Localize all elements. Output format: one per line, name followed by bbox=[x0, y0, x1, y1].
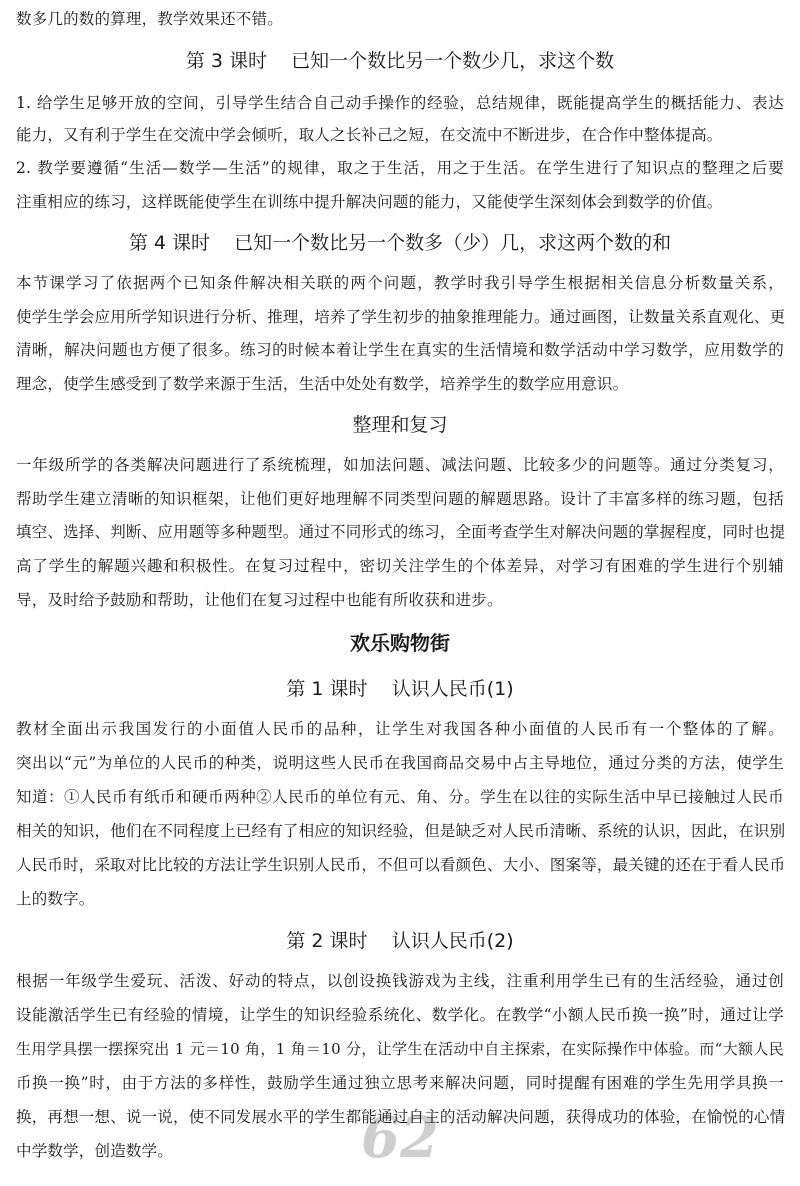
paragraph-line: 高了学生的解题兴趣和积极性。在复习过程中，密切关注学生的个体差异，对学习有困难的学生进行个别辅 bbox=[16, 557, 784, 575]
paragraph-line: 人民币时，采取对比比较的方法让学生识别人民币，不但可以看颜色、大小、图案等，最关键的还在于看人民币 bbox=[16, 856, 786, 874]
paragraph-line: 2. 教学要遵循“生活—数学—生活”的规律，取之于生活，用之于生活。在学生进行了知识点的整理之后要 bbox=[16, 159, 784, 177]
section-heading-review: 整理和复习 bbox=[352, 414, 448, 436]
paragraph-line: 币换一换”时，由于方法的多样性，鼓励学生通过独立思考来解决问题，同时提醒有困难的学生先用学具换一 bbox=[16, 1074, 784, 1092]
paragraph-line: 能力，又有利于学生在交流中学会倾听，取人之长补己之短，在交流中不断进步，在合作中整体提高。 bbox=[16, 126, 723, 144]
paragraph-line: 换，再想一想、说一说，使不同发展水平的学生都能通过自主的活动解决问题，获得成功的体验，在愉悦的心情 bbox=[16, 1108, 786, 1126]
paragraph-line: 根据一年级学生爱玩、活泼、好动的特点，以创设换钱游戏为主线，注重利用学生已有的生活经验，通过创 bbox=[16, 972, 784, 990]
section-heading-lesson-2: 第 2 课时 认识人民币(2) bbox=[286, 930, 514, 952]
paragraph-line: 突出以“元”为单位的人民币的种类，说明这些人民币在我国商品交易中占主导地位，通过分类的方法，使学生 bbox=[16, 754, 784, 772]
paragraph-line: 导，及时给予鼓励和帮助，让他们在复习过程中也能有所收获和进步。 bbox=[16, 591, 503, 609]
unit-title: 欢乐购物街 bbox=[350, 631, 450, 655]
paragraph-line: 帮助学生建立清晰的知识框架，让他们更好地理解不同类型问题的解题思路。设计了丰富多样的练习题，包括 bbox=[16, 490, 784, 508]
paragraph-line: 设能激活学生已有经验的情境，让学生的知识经验系统化、数学化。在教学“小额人民币换一换”时，通过让学 bbox=[16, 1006, 784, 1024]
paragraph-line: 本节课学习了依据两个已知条件解决相关联的两个问题，教学时我引导学生根据相关信息分析数量关系， bbox=[16, 274, 784, 292]
paragraph-line: 生用学具摆一摆探究出 1 元＝10 角，1 角＝10 分，让学生在活动中自主探索，在实际操作中体验。而“大额人民 bbox=[16, 1040, 784, 1058]
section-heading-lesson-1: 第 1 课时 认识人民币(1) bbox=[286, 678, 514, 700]
paragraph-line: 数多几的数的算理，教学效果还不错。 bbox=[16, 10, 283, 28]
section-heading-lesson-3: 第 3 课时 已知一个数比另一个数少几，求这个数 bbox=[185, 50, 615, 72]
paragraph-line: 注重相应的练习，这样既能使学生在训练中提升解决问题的能力，又能使学生深刻体会到数学的价值。 bbox=[16, 193, 723, 211]
section-heading-lesson-4: 第 4 课时 已知一个数比另一个数多（少）几，求这两个数的和 bbox=[128, 232, 672, 254]
paragraph-line: 知道：①人民币有纸币和硬币两种②人民币的单位有元、角、分。学生在以往的实际生活中早已接触过人民币 bbox=[16, 788, 784, 806]
paragraph-line: 教材全面出示我国发行的小面值人民币的品种，让学生对我国各种小面值的人民币有一个整体的了解。 bbox=[16, 720, 784, 738]
paragraph-line: 填空、选择、判断、应用题等多种题型。通过不同形式的练习，全面考查学生对解决问题的掌握程度，同时也提 bbox=[16, 523, 786, 541]
paragraph-line: 中学数学，创造数学。 bbox=[16, 1142, 174, 1160]
paragraph-line: 一年级所学的各类解决问题进行了系统梳理，如加法问题、减法问题、比较多少的问题等。通过分类复习， bbox=[16, 456, 784, 474]
paragraph-line: 上的数字。 bbox=[16, 890, 95, 908]
paragraph-line: 使学生学会应用所学知识进行分析、推理，培养了学生初步的抽象推理能力。通过画图，让数量关系直观化、更 bbox=[16, 308, 786, 326]
paragraph-line: 1. 给学生足够开放的空间，引导学生结合自己动手操作的经验，总结规律，既能提高学生的概括能力、表达 bbox=[16, 94, 784, 112]
paragraph-line: 清晰，解决问题也方便了很多。练习的时候本着让学生在真实的生活情境和数学活动中学习数学，应用数学的 bbox=[16, 341, 784, 359]
paragraph-line: 理念，使学生感受到了数学来源于生活，生活中处处有数学，培养学生的数学应用意识。 bbox=[16, 375, 629, 393]
page-number: 62 bbox=[361, 1105, 439, 1171]
paragraph-line: 相关的知识，他们在不同程度上已经有了相应的知识经验，但是缺乏对人民币清晰、系统的认识，因此，在识别 bbox=[16, 822, 786, 840]
